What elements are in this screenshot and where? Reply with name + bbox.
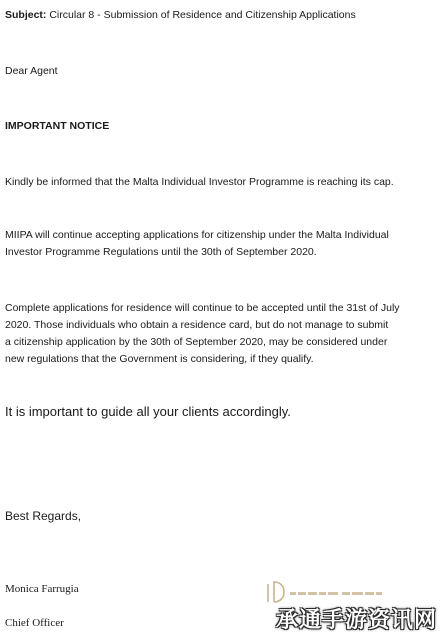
logo-wordmark bbox=[290, 592, 382, 595]
paragraph-citizenship-deadline bbox=[5, 227, 435, 261]
subject-text: Circular 8 - Submission of Residence and Citizenship Applications bbox=[46, 9, 356, 21]
closing-text: Best Regards, bbox=[5, 509, 82, 523]
subject-label: Subject: bbox=[5, 9, 47, 21]
watermark: 承通手游资讯网 bbox=[275, 608, 437, 633]
paragraph-residence-deadline bbox=[5, 300, 435, 368]
signatory-name: Monica Farrugia bbox=[5, 583, 79, 595]
paragraph-line: 2020. Those individuals who obtain a residence card, but do not manage to submit bbox=[5, 319, 389, 331]
paragraph-line: new regulations that the Government is considering, if they qualify. bbox=[5, 353, 314, 365]
greeting: Dear Agent bbox=[5, 65, 58, 77]
paragraph-line: Complete applications for residence will continue to be accepted until the 31st of July bbox=[5, 302, 400, 314]
logo-mark-icon bbox=[268, 582, 284, 602]
paragraph-line: a citizenship application by the 30th of September 2020, may be considered under bbox=[5, 336, 388, 348]
notice-heading: IMPORTANT NOTICE bbox=[5, 120, 110, 132]
paragraph-cap-notice: Kindly be informed that the Malta Individual Investor Programme is reaching its cap. bbox=[5, 176, 394, 188]
guidance-text: It is important to guide all your clients accordingly. bbox=[5, 404, 291, 419]
subject-line bbox=[5, 8, 356, 22]
agency-logo bbox=[264, 578, 424, 606]
paragraph-line: Investor Programme Regulations until the 30th of September 2020. bbox=[5, 246, 317, 258]
signatory-title: Chief Officer bbox=[5, 617, 64, 629]
paragraph-line: MIIPA will continue accepting applications for citizenship under the Malta Individual bbox=[5, 229, 389, 241]
